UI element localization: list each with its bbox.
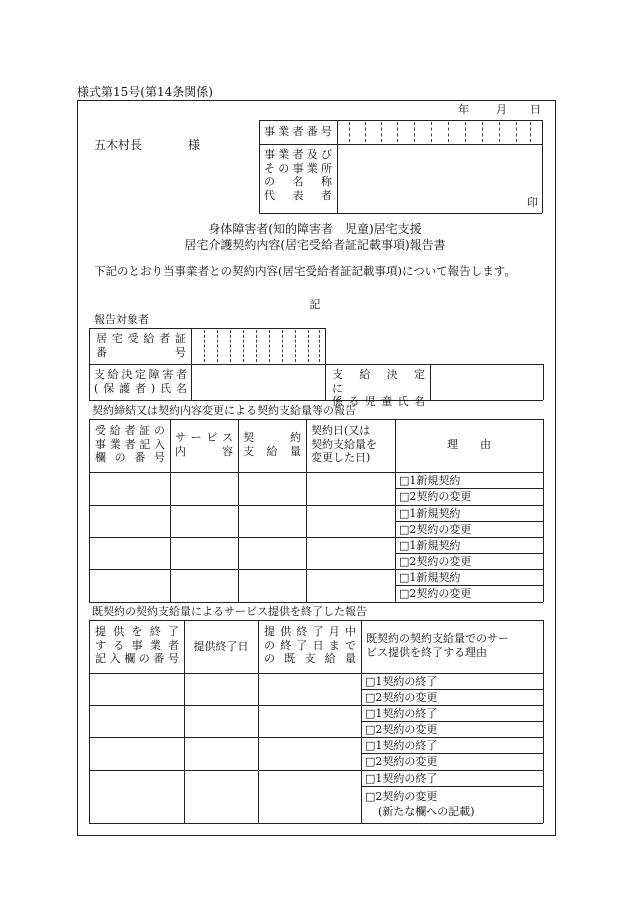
guardian-name-label: 支給決定障害者 (保護者)氏名: [94, 368, 187, 395]
seal-mark: 印: [527, 196, 538, 209]
s2-row1-option-end[interactable]: □1契約の終了: [365, 675, 438, 688]
form-number: 様式第15号(第14条関係): [77, 85, 213, 99]
s2-row3-option-end[interactable]: □1契約の終了: [365, 739, 438, 752]
s1-col-cert-number: 受給者証の 事業者記入 欄の番号: [95, 424, 165, 464]
s1-row1-option-new[interactable]: □1新規契約: [399, 474, 461, 487]
s1-col-reason: 理 由: [447, 438, 491, 451]
provider-name-field[interactable]: [338, 145, 541, 212]
child-name-label: 支 給 決 定 に 係る児童氏名: [332, 368, 436, 408]
date-month-label: 月: [496, 103, 507, 116]
s1-col-amount: 契 約 支給量: [243, 431, 301, 458]
s2-col-supplied: 提供終了月中 の終了日まで の既支給量: [264, 625, 356, 665]
s2-row4-option-change[interactable]: □2契約の変更: [365, 790, 438, 803]
s1-col-service: サービス 内 容: [175, 431, 233, 458]
s1-col-date: 契約日(又は 契約支給量を 変更した日): [311, 424, 377, 464]
s2-col-reason: 既契約の契約支給量でのサー ビス提供を終了する理由: [366, 632, 509, 659]
s2-row1-option-change[interactable]: □2契約の変更: [365, 691, 438, 704]
s2-row2-option-end[interactable]: □1契約の終了: [365, 707, 438, 720]
ki-mark: 記: [309, 298, 321, 311]
child-name-field[interactable]: [431, 365, 542, 399]
s2-col-cert-number: 提供を終了 する事業者 記入欄の番号: [95, 625, 179, 665]
subject-heading: 報告対象者: [94, 313, 149, 326]
s1-row3-option-change[interactable]: □2契約の変更: [399, 555, 472, 568]
s1-row2-option-new[interactable]: □1新規契約: [399, 507, 461, 520]
s2-row2-option-change[interactable]: □2契約の変更: [365, 723, 438, 736]
addressee-name: 五木村長: [94, 138, 143, 152]
s1-row1-option-change[interactable]: □2契約の変更: [399, 490, 472, 503]
title-line-1: 身体障害者(知的障害者 児童)居宅支援: [208, 222, 422, 236]
intro-text: 下記のとおり当事業者との契約内容(居宅受給者証記載事項)について報告します。: [94, 264, 516, 278]
section2-heading: 既契約の契約支給量によるサービス提供を終了した報告: [92, 605, 367, 618]
section1-heading: 契約締結又は契約内容変更による契約支給量等の報告: [92, 404, 356, 417]
s1-row4-option-new[interactable]: □1新規契約: [399, 571, 461, 584]
s2-row4-option-note: (新たな欄への記載): [378, 805, 475, 818]
cert-number-label: 居宅受給者証 番 号: [96, 332, 186, 359]
addressee-honorific: 様: [188, 138, 201, 152]
title-line-2: 居宅介護契約内容(居宅受給者証記載事項)報告書: [184, 238, 446, 252]
s1-row2-option-change[interactable]: □2契約の変更: [399, 523, 472, 536]
s1-row4-option-change[interactable]: □2契約の変更: [399, 587, 472, 600]
provider-number-label: 事業者番号: [264, 125, 332, 138]
s1-row3-option-new[interactable]: □1新規契約: [399, 539, 461, 552]
date-day-label: 日: [530, 103, 541, 116]
provider-name-label: 事業者及び その事業所 の 名 称 代 表 者: [264, 148, 332, 202]
s2-col-end-date: 提供終了日: [193, 640, 249, 653]
guardian-name-field[interactable]: [192, 365, 324, 399]
s2-row3-option-change[interactable]: □2契約の変更: [365, 755, 438, 768]
date-year-label: 年: [458, 103, 469, 116]
s2-row4-option-end[interactable]: □1契約の終了: [365, 772, 438, 785]
